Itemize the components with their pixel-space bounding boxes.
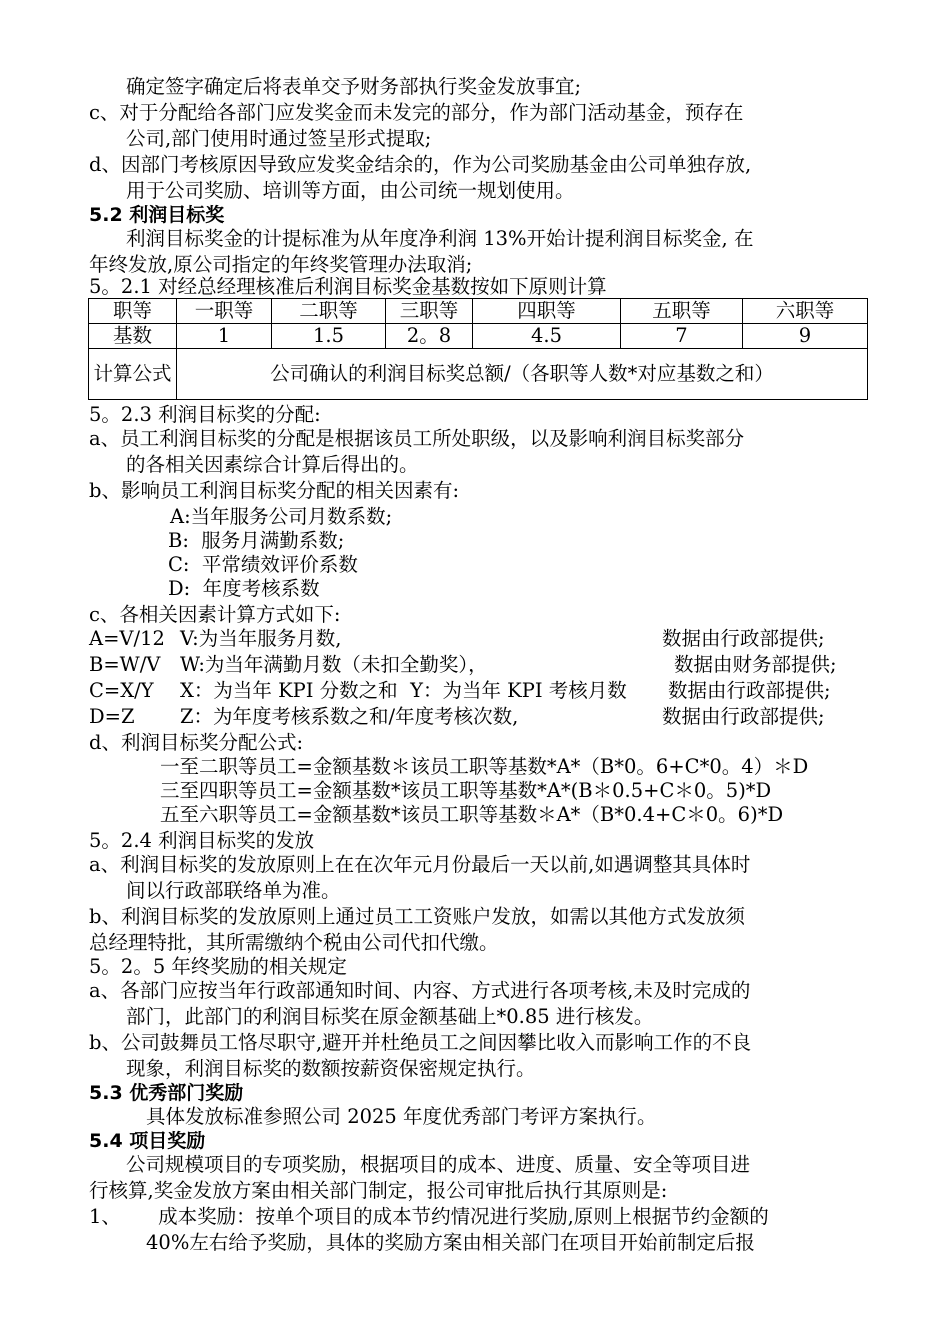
table-cell: 7 xyxy=(621,324,743,349)
text-line: D: 年度考核系数 xyxy=(168,577,320,600)
formula-line: 一至二职等员工=金额基数＊该员工职等基数*A*（B*0。6+C*0。4）＊D xyxy=(160,755,809,778)
table-header-cell: 职等 xyxy=(89,299,177,324)
section-heading: 5.2 利润目标奖 xyxy=(89,204,225,226)
table-header-cell: 二职等 xyxy=(272,299,386,324)
text-line: 用于公司奖励、培训等方面，由公司统一规划使用。 xyxy=(126,179,575,202)
text-line: A:当年服务公司月数系数; xyxy=(170,505,393,528)
text-line: 具体发放标准参照公司 2025 年度优秀部门考评方案执行。 xyxy=(146,1105,657,1128)
text-line: 40%左右给予奖励，具体的奖励方案由相关部门在项目开始前制定后报 xyxy=(146,1231,755,1254)
table-header-cell: 六职等 xyxy=(743,299,868,324)
text-line: 间以行政部联络单为准。 xyxy=(126,879,341,902)
factor-source: 数据由行政部提供; xyxy=(662,705,825,728)
formula-cell: 公司确认的利润目标奖总额/（各职等人数*对应基数之和） xyxy=(177,349,868,400)
text-line: a、员工利润目标奖的分配是根据该员工所处职级，以及影响利润目标奖部分 xyxy=(89,427,745,450)
text-line: 的各相关因素综合计算后得出的。 xyxy=(126,453,419,476)
text-line: 5。2.4 利润目标奖的发放 xyxy=(89,829,315,852)
factor-code: B=W/V xyxy=(89,653,161,676)
text-line: d、利润目标奖分配公式: xyxy=(89,731,304,754)
table-cell: 9 xyxy=(743,324,868,349)
text-line: a、利润目标奖的发放原则上在在次年元月份最后一天以前,如遇调整其具体时 xyxy=(89,853,751,876)
table-cell: 1 xyxy=(177,324,272,349)
text-line: c、各相关因素计算方式如下: xyxy=(89,603,341,626)
text-line: C: 平常绩效评价系数 xyxy=(168,553,358,576)
text-line: 1、 成本奖励：按单个项目的成本节约情况进行奖励,原则上根据节约金额的 xyxy=(89,1205,769,1228)
formula-line: 五至六职等员工=金额基数*该员工职等基数＊A*（B*0.4+C＊0。6)*D xyxy=(160,803,784,826)
factor-code: D=Z xyxy=(89,705,135,728)
formula-line: 三至四职等员工=金额基数*该员工职等基数*A*(B＊0.5+C＊0。5)*D xyxy=(160,779,772,802)
table-header-cell: 一职等 xyxy=(177,299,272,324)
text-line: 5。2.1 对经总经理核准后利润目标奖金基数按如下原则计算 xyxy=(89,275,607,298)
text-line: b、公司鼓舞员工恪尽职守,避开并杜绝员工之间因攀比收入而影响工作的不良 xyxy=(89,1031,752,1054)
text-line: 确定签字确定后将表单交予财务部执行奖金发放事宜; xyxy=(126,75,582,98)
table-header-cell: 五职等 xyxy=(621,299,743,324)
table-cell: 2。8 xyxy=(386,324,473,349)
section-heading: 5.4 项目奖励 xyxy=(89,1130,206,1152)
table-row xyxy=(89,324,868,349)
factor-source: 数据由行政部提供; xyxy=(662,627,825,650)
factor-desc: W:为当年满勤月数（未扣全勤奖）， xyxy=(180,653,488,676)
table-header-cell: 四职等 xyxy=(473,299,621,324)
factor-source: 数据由行政部提供; xyxy=(668,679,831,702)
table-cell: 计算公式 xyxy=(89,349,177,400)
text-line: b、利润目标奖的发放原则上通过员工工资账户发放，如需以其他方式发放须 xyxy=(89,905,745,928)
text-line: 部门，此部门的利润目标奖在原金额基础上*0.85 进行核发。 xyxy=(126,1005,654,1028)
text-line: 总经理特批，其所需缴纳个税由公司代扣代缴。 xyxy=(89,931,499,954)
factor-desc: Z：为年度考核系数之和/年度考核次数, xyxy=(180,705,519,728)
text-line: 现象，利润目标奖的数额按薪资保密规定执行。 xyxy=(126,1057,536,1080)
text-line: 公司规模项目的专项奖励，根据项目的成本、进度、质量、安全等项目进 xyxy=(126,1153,751,1176)
table-header-cell: 三职等 xyxy=(386,299,473,324)
table-cell: 4.5 xyxy=(473,324,621,349)
bonus-base-table xyxy=(88,298,868,400)
factor-desc: V:为当年服务月数, xyxy=(180,627,342,650)
table-cell: 1.5 xyxy=(272,324,386,349)
factor-desc: X：为当年 KPI 分数之和 Y：为当年 KPI 考核月数 xyxy=(180,679,627,702)
text-line: B: 服务月满勤系数; xyxy=(168,529,345,552)
text-line: 行核算,奖金发放方案由相关部门制定，报公司审批后执行其原则是: xyxy=(89,1179,668,1202)
text-line: a、各部门应按当年行政部通知时间、内容、方式进行各项考核,未及时完成的 xyxy=(89,979,751,1002)
text-line: b、影响员工利润目标奖分配的相关因素有: xyxy=(89,479,460,502)
text-line: d、因部门考核原因导致应发奖金结余的，作为公司奖励基金由公司单独存放, xyxy=(89,153,752,176)
factor-source: 数据由财务部提供; xyxy=(674,653,837,676)
text-line: 公司,部门使用时通过签呈形式提取; xyxy=(126,127,432,150)
text-line: 年终发放,原公司指定的年终奖管理办法取消; xyxy=(89,253,473,276)
text-line: 5。2。5 年终奖励的相关规定 xyxy=(89,955,347,978)
section-heading: 5.3 优秀部门奖励 xyxy=(89,1082,244,1104)
factor-code: C=X/Y xyxy=(89,679,154,702)
text-line: 5。2.3 利润目标奖的分配: xyxy=(89,403,321,426)
table-row xyxy=(89,299,868,324)
text-line: 利润目标奖金的计提标准为从年度净利润 13%开始计提利润目标奖金, 在 xyxy=(126,227,754,250)
factor-code: A=V/12 xyxy=(89,627,165,650)
text-line: c、对于分配给各部门应发奖金而未发完的部分，作为部门活动基金，预存在 xyxy=(89,101,744,124)
table-row xyxy=(89,349,868,400)
table-cell: 基数 xyxy=(89,324,177,349)
